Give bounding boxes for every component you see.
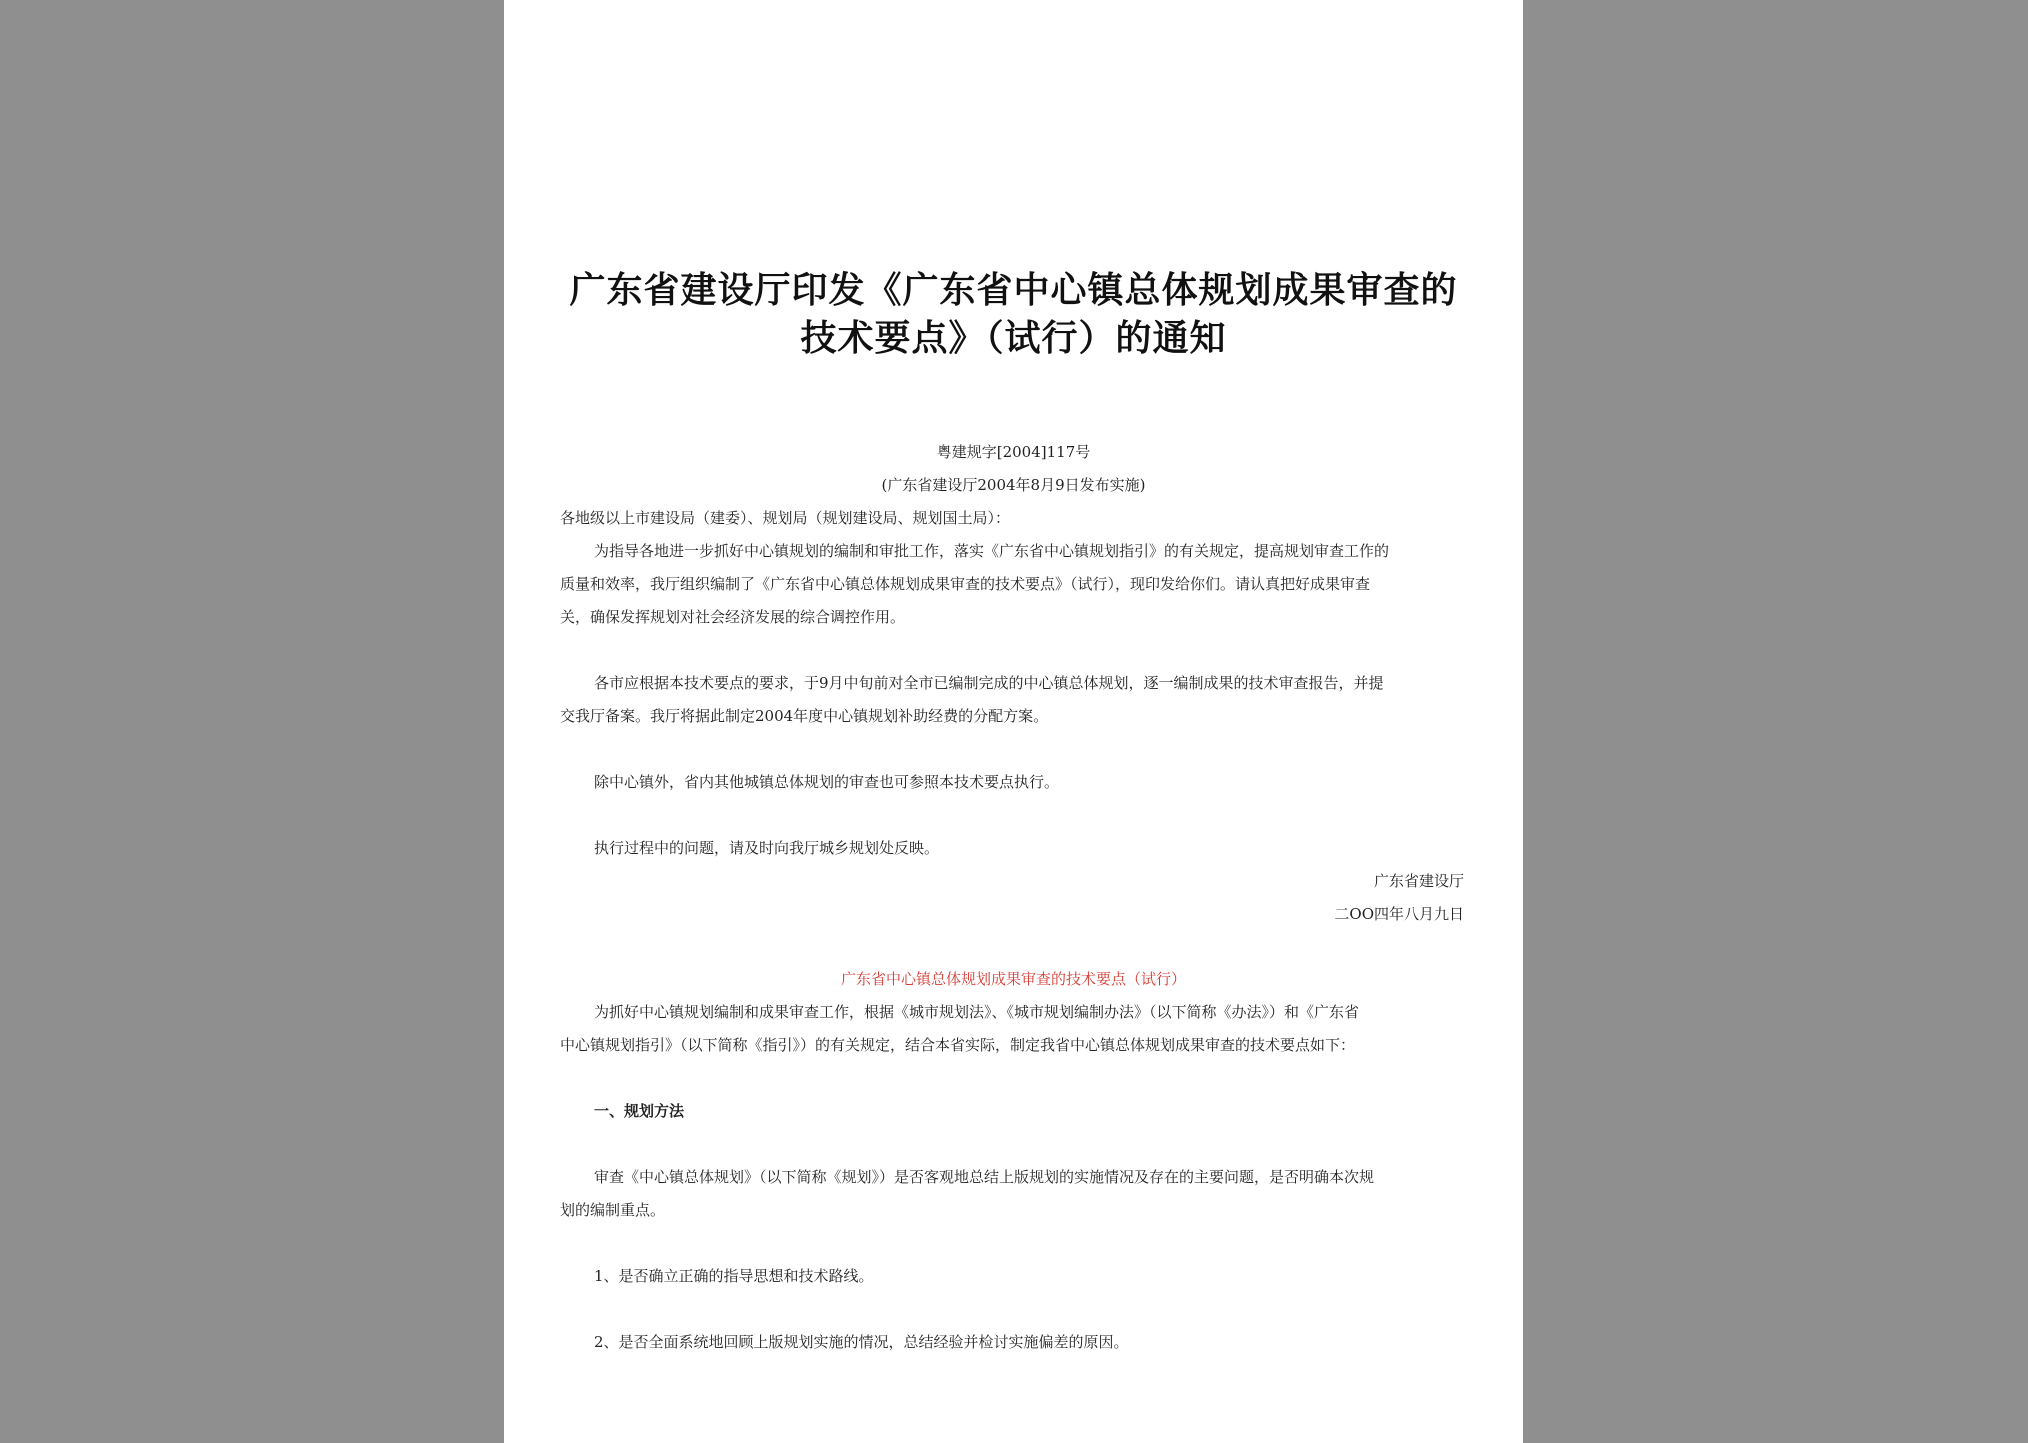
signature: 广东省建设厅	[1373, 872, 1464, 890]
document-title-line-1: 广东省建设厅印发《广东省中心镇总体规划成果审查的	[569, 270, 1458, 311]
paragraph-4: 执行过程中的问题，请及时向我厅城乡规划处反映。	[594, 839, 940, 857]
attachment-paragraph-1-line-2: 中心镇规划指引》（以下简称《指引》）的有关规定，结合本省实际，制定我省中心镇总体规划成果审查的技术要点如下：	[560, 1036, 1356, 1054]
paragraph-1-line-2: 质量和效率，我厅组织编制了《广东省中心镇总体规划成果审查的技术要点》（试行），现印发给你们。请认真把好成果审查	[560, 575, 1371, 593]
paragraph-2-line-2: 交我厅备案。我厅将据此制定2004年度中心镇规划补助经费的分配方案。	[560, 707, 1049, 725]
paragraph-2-line-1: 各市应根据本技术要点的要求，于9月中旬前对全市已编制完成的中心镇总体规划，逐一编制成果的技术审查报告，并提	[594, 674, 1384, 692]
list-item-1: 1、是否确立正确的指导思想和技术路线。	[594, 1267, 874, 1285]
recipients-line: 各地级以上市建设局（建委）、规划局（规划建设局、规划国土局）：	[560, 509, 1011, 527]
document-number: 粤建规字[2004]117号	[936, 443, 1091, 461]
attachment-title: 广东省中心镇总体规划成果审查的技术要点（试行）	[840, 970, 1186, 988]
document-title-line-2: 技术要点》（试行）的通知	[800, 318, 1227, 359]
paragraph-1-line-3: 关，确保发挥规划对社会经济发展的综合调控作用。	[560, 608, 906, 626]
document-page	[504, 0, 1523, 1443]
section-1-paragraph-line-1: 审查《中心镇总体规划》（以下简称《规划》）是否客观地总结上版规划的实施情况及存在的主要问题，是否明确本次规	[594, 1168, 1375, 1186]
section-1-paragraph-line-2: 划的编制重点。	[560, 1201, 666, 1219]
section-1-heading: 一、规划方法	[594, 1102, 685, 1120]
paragraph-3: 除中心镇外，省内其他城镇总体规划的审查也可参照本技术要点执行。	[594, 773, 1060, 791]
attachment-paragraph-1-line-1: 为抓好中心镇规划编制和成果审查工作，根据《城市规划法》、《城市规划编制办法》（以下简称《办法》）和《广东省	[594, 1003, 1360, 1021]
list-item-2: 2、是否全面系统地回顾上版规划实施的情况，总结经验并检讨实施偏差的原因。	[594, 1333, 1129, 1351]
paragraph-1-line-1: 为指导各地进一步抓好中心镇规划的编制和审批工作，落实《广东省中心镇规划指引》的有关规定，提高规划审查工作的	[594, 542, 1390, 560]
signing-date: 二OO四年八月九日	[1334, 905, 1464, 923]
issue-note: (广东省建设厅2004年8月9日发布实施)	[881, 476, 1146, 494]
